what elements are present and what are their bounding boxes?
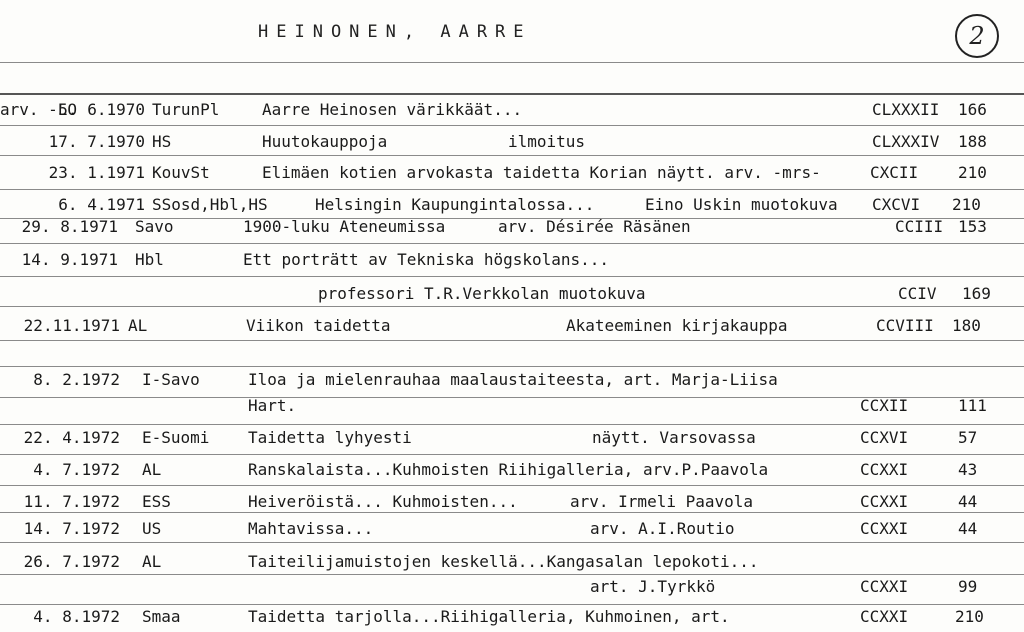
entry-page: 43 (958, 460, 978, 479)
entry-date: 26. 7.1972 (23, 552, 120, 571)
entry-note: arv. Désirée Räsänen (498, 217, 691, 236)
entry-title: Hart. (248, 396, 297, 415)
entry-page: 210 (955, 607, 984, 626)
entry-page: 210 (958, 163, 987, 182)
entry-date: 23. 1.1971 (48, 163, 145, 182)
entry-source: KouvSt (152, 163, 210, 182)
entry-title: Viikon taidetta (246, 316, 391, 335)
entry-date: 5. 6.1970 (58, 100, 145, 119)
entry-note: Akateeminen kirjakauppa (566, 316, 788, 335)
entry-title: professori T.R.Verkkolan muotokuva (318, 284, 646, 303)
entry-title: Ranskalaista...Kuhmoisten Riihigalleria, arv.P.Paavola (248, 460, 769, 479)
entry-volume: CCXXI (860, 460, 909, 479)
card-number: 2 (955, 14, 999, 58)
entry-date: 4. 8.1972 (33, 607, 120, 626)
entry-title: art. J.Tyrkkö (590, 577, 716, 596)
entry-volume: CCXVI (860, 428, 909, 447)
entry-title: Taidetta tarjolla...Riihigalleria, Kuhmoinen, art. (248, 607, 730, 626)
entry-date: 6. 4.1971 (58, 195, 145, 214)
entry-date: 22.11.1971 (23, 316, 120, 335)
entry-title: Heiveröistä... Kuhmoisten... (248, 492, 518, 511)
entry-source: Savo (135, 217, 174, 236)
entry-page: 44 (958, 519, 978, 538)
entry-date: 4. 7.1972 (33, 460, 120, 479)
entry-date: 11. 7.1972 (23, 492, 120, 511)
entry-title: Aarre Heinosen värikkäät... (262, 100, 523, 119)
entry-source: Hbl (135, 250, 164, 269)
entry-source: ESS (142, 492, 171, 511)
entry-volume: CCXXI (860, 519, 909, 538)
entry-page: 166 (958, 100, 987, 119)
entry-volume: CCXII (860, 396, 909, 415)
entry-title: 1900-luku Ateneumissa (243, 217, 446, 236)
entry-page: 180 (952, 316, 981, 335)
entry-volume: CXCII (870, 163, 919, 182)
entry-date: 8. 2.1972 (33, 370, 120, 389)
entry-date: 22. 4.1972 (23, 428, 120, 447)
entry-source: AL (128, 316, 148, 335)
entry-source: US (142, 519, 162, 538)
entry-date: 17. 7.1970 (48, 132, 145, 151)
entry-volume: CCVIII (876, 316, 934, 335)
entry-source: I-Savo (142, 370, 200, 389)
entry-page: 44 (958, 492, 978, 511)
entry-volume: CCXXI (860, 492, 909, 511)
entry-page: 169 (962, 284, 991, 303)
entry-volume: CCIV (898, 284, 937, 303)
entry-source: E-Suomi (142, 428, 210, 447)
entry-note: Eino Uskin muotokuva (645, 195, 838, 214)
entry-source: SSosd,Hbl,HS (152, 195, 268, 214)
entry-note: ilmoitus (508, 132, 586, 151)
entry-page: 111 (958, 396, 987, 415)
entry-title: Elimäen kotien arvokasta taidetta Korian näytt. arv. -mrs- (262, 163, 821, 182)
entry-date: 29. 8.1971 (21, 217, 118, 236)
entry-note: arv. Irmeli Paavola (570, 492, 754, 511)
entry-volume: CCIII (895, 217, 944, 236)
entry-note: arv. A.I.Routio (590, 519, 735, 538)
entry-title: Taidetta lyhyesti (248, 428, 412, 447)
entry-title: Helsingin Kaupungintalossa... (315, 195, 595, 214)
entry-title: Iloa ja mielenrauhaa maalaustaiteesta, art. Marja-Liisa (248, 370, 778, 389)
entry-volume: CXCVI (872, 195, 921, 214)
entry-title: Huutokauppoja (262, 132, 388, 151)
entry-title: Mahtavissa... (248, 519, 374, 538)
entry-note: näytt. Varsovassa (592, 428, 756, 447)
entry-page: 210 (952, 195, 981, 214)
entry-volume: CCXXI (860, 577, 909, 596)
entry-date: 14. 7.1972 (23, 519, 120, 538)
entry-source: TurunPl (152, 100, 220, 119)
entry-source: HS (152, 132, 172, 151)
entry-note: arv. -LO (0, 100, 78, 119)
entry-page: 57 (958, 428, 978, 447)
entry-volume: CLXXXIV (872, 132, 940, 151)
entry-source: Smaa (142, 607, 181, 626)
entry-title: Ett porträtt av Tekniska högskolans... (243, 250, 610, 269)
entry-page: 99 (958, 577, 978, 596)
card-title: HEINONEN, AARRE (258, 22, 532, 42)
entry-title: Taiteilijamuistojen keskellä...Kangasalan lepokoti... (248, 552, 759, 571)
entry-volume: CCXXI (860, 607, 909, 626)
entry-page: 188 (958, 132, 987, 151)
entry-source: AL (142, 552, 162, 571)
entry-date: 14. 9.1971 (21, 250, 118, 269)
entry-page: 153 (958, 217, 987, 236)
entry-volume: CLXXXII (872, 100, 940, 119)
entry-source: AL (142, 460, 162, 479)
